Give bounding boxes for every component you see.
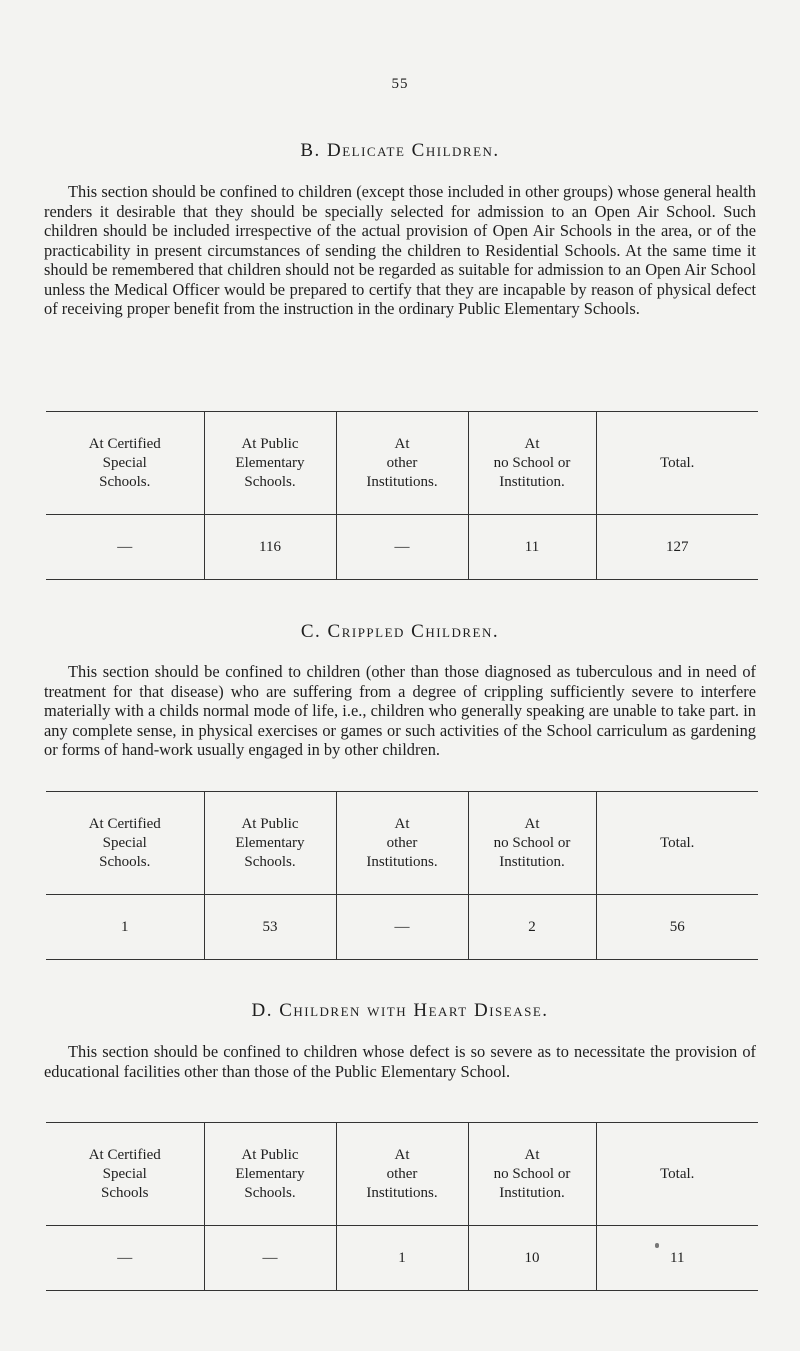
cell-public-elementary: 53 (204, 895, 336, 960)
col-header-no-school: At no School or Institution. (468, 412, 596, 515)
col-header-other-institutions: At other Institutions. (336, 412, 468, 515)
section-c-heading: C. Crippled Children. (300, 621, 500, 642)
section-d-table (46, 1122, 758, 1291)
table-header-row (46, 792, 758, 895)
col-header-certified-special: At Certified Special Schools. (46, 792, 204, 895)
cell-public-elementary: — (204, 1226, 336, 1291)
cell-total: 56 (596, 895, 758, 960)
section-b-heading: B. Delicate Children. (300, 140, 500, 161)
section-d-paragraph: This section should be confined to children whose defect is so severe as to necessitate the provision of educational facilities other than those of the Public Elementary School. (44, 1042, 756, 1081)
ink-speck (655, 1243, 659, 1248)
col-header-no-school: At no School or Institution. (468, 792, 596, 895)
section-b-paragraph: This section should be confined to children (except those included in other groups) whose general health renders it desirable that they should be specially selected for admission to an Open Air School. Such children should be included irrespective of the actual provision of Open Air Schools in the area, or of the practicability in present circumstances of sending the children to Residential Schools. At the same time it should be remembered that children should not be regarded as suitable for admission to an Open Air School unless the Medical Officer would be prepared to certify that they are incapable by reason of physical defect of receiving proper benefit from the instruction in the ordinary Public Elementary Schools. (44, 182, 756, 318)
table-header-row (46, 412, 758, 515)
table-header-row (46, 1123, 758, 1226)
col-header-other-institutions: At other Institutions. (336, 792, 468, 895)
cell-no-school: 2 (468, 895, 596, 960)
section-b-table (46, 411, 758, 580)
cell-total: 11 (596, 1226, 758, 1291)
cell-other-institutions: — (336, 895, 468, 960)
table-row (46, 895, 758, 960)
section-c-paragraph: This section should be confined to children (other than those diagnosed as tuberculous and in need of treatment for that disease) who are suffering from a degree of crippling sufficiently severe to interfere materially with a childs normal mode of life, i.e., children who generally speaking are unable to take part. in any complete sense, in physical exercises or games or such activities of the School carriculum as gardening or forms of hand-work usually engaged in by other children. (44, 662, 756, 759)
page-number: 55 (391, 76, 409, 92)
cell-certified-special: — (46, 1226, 204, 1291)
col-header-total: Total. (596, 1123, 758, 1226)
cell-other-institutions: — (336, 515, 468, 580)
col-header-public-elementary: At Public Elementary Schools. (204, 412, 336, 515)
cell-no-school: 11 (468, 515, 596, 580)
col-header-no-school: At no School or Institution. (468, 1123, 596, 1226)
col-header-public-elementary: At Public Elementary Schools. (204, 792, 336, 895)
cell-other-institutions: 1 (336, 1226, 468, 1291)
col-header-total: Total. (596, 792, 758, 895)
section-d-heading: D. Children with Heart Disease. (251, 1000, 549, 1021)
col-header-public-elementary: At Public Elementary Schools. (204, 1123, 336, 1226)
cell-certified-special: 1 (46, 895, 204, 960)
table-row (46, 515, 758, 580)
cell-certified-special: — (46, 515, 204, 580)
col-header-total: Total. (596, 412, 758, 515)
col-header-other-institutions: At other Institutions. (336, 1123, 468, 1226)
col-header-certified-special: At Certified Special Schools. (46, 412, 204, 515)
table-row (46, 1226, 758, 1291)
section-c-table (46, 791, 758, 960)
col-header-certified-special: At Certified Special Schools (46, 1123, 204, 1226)
cell-no-school: 10 (468, 1226, 596, 1291)
cell-total: 127 (596, 515, 758, 580)
cell-public-elementary: 116 (204, 515, 336, 580)
